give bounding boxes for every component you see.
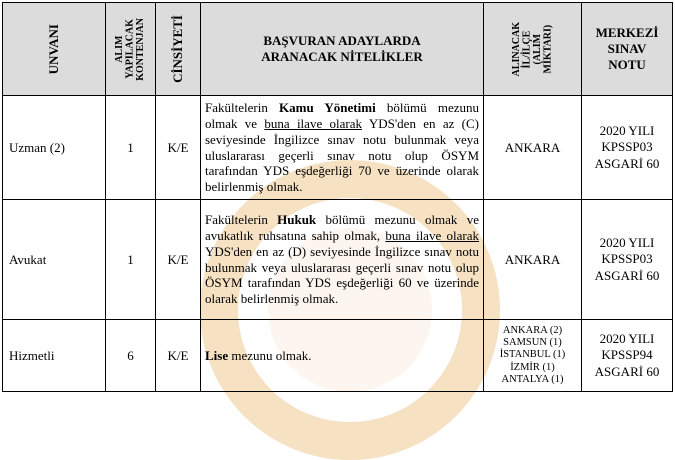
nitelik-text: Fakültelerin — [205, 211, 278, 227]
cell-unvan: Uzman (2) — [3, 96, 106, 200]
nitelik-text: YDS'den en az (D) seviyesinde İngilizce sınav notu bulunmak veya uluslararası geçerli sınav notu olup ÖSYM tarafından YDS eşdeğerliği 60 ve üzerinde olarak belirlenmiş olmak. — [205, 243, 479, 307]
nitelik-text: bölümü mezunu olmak ve avukatlık ruhsatına sahip olmak, — [205, 211, 479, 243]
nitelik-text: Fakültelerin — [205, 99, 280, 115]
cell-unvan: Avukat — [3, 200, 106, 320]
cell-nitelik — [201, 96, 484, 200]
nitelik-bold: Lise — [205, 347, 229, 363]
il-item: İSTANBUL (1) — [499, 349, 566, 361]
cell-not: 2020 YILI KPSSP94 ASGARİ 60 — [582, 320, 673, 392]
nitelik-bold: Hukuk — [277, 211, 317, 227]
cell-nitelik — [201, 320, 484, 392]
nitelik-underline: buna ilave olarak — [385, 227, 479, 243]
cell-nitelik — [201, 200, 484, 320]
cell-cinsiyet: K/E — [156, 96, 201, 200]
cell-not: 2020 YILI KPSSP03 ASGARİ 60 — [582, 96, 673, 200]
header-row — [3, 3, 673, 96]
il-item: ANKARA (2) — [502, 324, 563, 336]
nitelik-text: mezunu olmak. — [228, 347, 312, 363]
table-row — [3, 96, 673, 200]
nitelik-text: YDS'den en az (C) seviyesinde İngilizce sınav notu bulunmak veya uluslararası geçerli sınav notu olup ÖSYM tarafından YDS eşdeğerliği 70 ve üzerinde olarak belirlenmiş olmak. — [205, 115, 479, 195]
cell-kontenjan: 1 — [106, 200, 156, 320]
cell-not: 2020 YILI KPSSP03 ASGARİ 60 — [582, 200, 673, 320]
table-row — [3, 320, 673, 392]
header-nitelikler: BAŞVURAN ADAYLARDA ARANACAK NİTELİKLER — [201, 3, 484, 96]
il-item: SAMSUN (1) — [503, 336, 562, 348]
header-cinsiyet: CİNSİYETİ — [156, 3, 201, 96]
cell-il: ANKARA — [484, 96, 582, 200]
cell-kontenjan: 1 — [106, 96, 156, 200]
cell-cinsiyet: K/E — [156, 320, 201, 392]
header-unvan: UNVANI — [3, 3, 106, 96]
header-alim: ALIM YAPILACAK KONTENJAN — [106, 3, 156, 96]
positions-table — [2, 2, 673, 392]
cell-il: ANKARA — [484, 200, 582, 320]
cell-kontenjan: 6 — [106, 320, 156, 392]
header-il: ALINACAK İL/İLÇE (ALIM MİKTARI) — [484, 3, 582, 96]
il-item: ANTALYA (1) — [501, 374, 564, 386]
il-item: İZMİR (1) — [510, 361, 555, 373]
cell-cinsiyet: K/E — [156, 200, 201, 320]
cell-il — [484, 320, 582, 392]
nitelik-underline: buna ilave olarak — [264, 115, 362, 131]
table-row — [3, 200, 673, 320]
il-list — [484, 325, 581, 387]
nitelik-text: bölümü mezunu olmak ve — [205, 99, 479, 131]
header-not: MERKEZİ SINAV NOTU — [582, 3, 673, 96]
cell-unvan: Hizmetli — [3, 320, 106, 392]
nitelik-bold: Kamu Yönetimi — [279, 99, 376, 115]
